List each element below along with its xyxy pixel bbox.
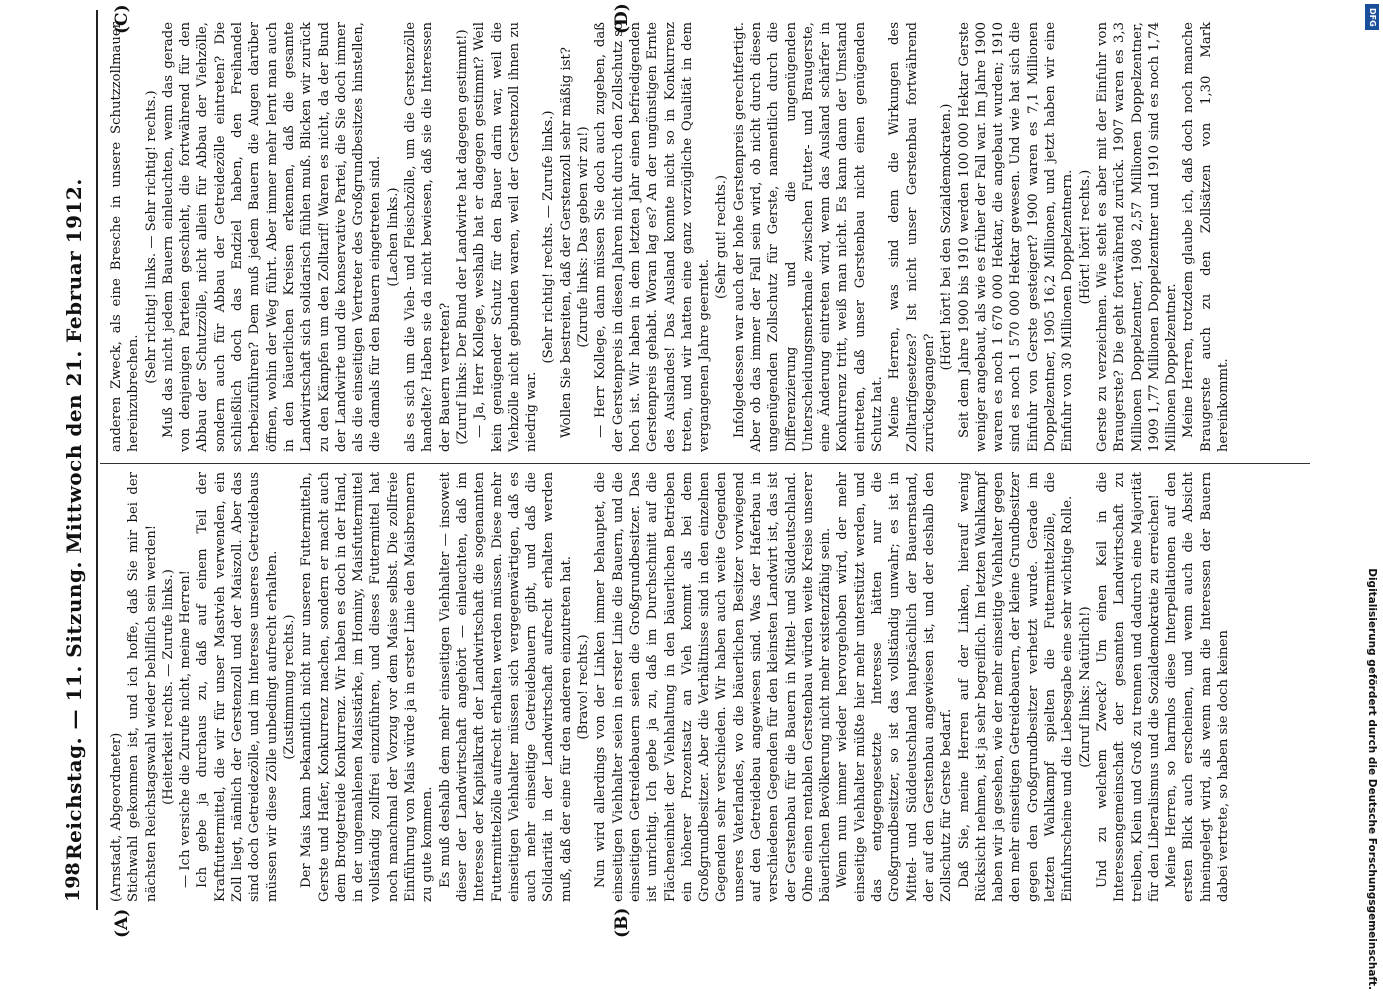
paragraph: (Arnstadt, Abgeordneter) <box>109 732 124 902</box>
paragraph: Gerste zu verzeichnen. Wie steht es aber mit der Einfuhr von Braugerste? Die geht fortwährend zurück. 1907 waren es 3,3 Millionen Doppelzentner, 1908 2,57 Millionen Doppelzentner, 1909 1,77 Millionen Doppelzentner und 1910 sind es noch 1,74 Millionen Doppelzentner. <box>1094 22 1180 452</box>
left-text-column <box>108 472 1231 902</box>
dfg-logo: DFG <box>1365 4 1379 30</box>
paragraph: Es muß deshalb dem mehr einseitigen Viehhalter — insoweit dieser der Landwirtschaft angehört — einleuchten, daß im Interesse der Kapitalkraft der Landwirtschaft die sogenannten Futtermittelzölle aufrecht erhalten werden müssen. Diese mehr einseitigen Viehhalter müssen sich vergegenwärtigen, daß es auch mehr einseitige Getreidebauern gibt, und daß die Solidarität in der Landwirtschaft aufrecht erhalten werden muß, daß der eine für den anderen einzutreten hat. <box>437 472 574 902</box>
paragraph: Der Mais kann bekanntlich nicht nur unseren Futtermitteln, Gerste und Hafer, Konkurrenz machen, sondern er macht auch dem Brotgetreide Konkurrenz. Wir haben es doch in der Hand, in der ungemahlenen Maisstärke, im Hominy, Maisfuttermittel vollständig zollfrei einzuführen, und dieses Futtermittel hat noch manchmal der Vorzug vor dem Maise selbst. Die zollfreie Einführung von Mais würde ja in erster Linie den Maisbrennern zu gute kommen. <box>299 472 436 902</box>
paragraph: Und zu welchem Zweck? Um einen Keil in die Interessengemeinschaft der gesamten Landwirtschaft zu treiben, Klein und Groß zu trennen und dadurch eine Majorität für den Liberalismus und die Sozialdemokratie zu erreichen! <box>1094 472 1162 902</box>
paragraph: als es sich um die Vieh- und Fleischzölle, um die Gerstenzölle handelte? Haben sie da nicht bewiesen, daß sie die Interessen der Bauern vertreten? <box>403 22 453 452</box>
paragraph: Daß Sie, meine Herren auf der Linken, hierauf wenig Rücksicht nehmen, ist ja sehr begreiflich. Im letzten Wahlkampf haben wir ja gesehen, wie der mehr einseitige Viehhalter gegen den mehr einseitigen Getreidebauern, der kleine Grundbesitzer gegen den Großgrundbesitzer verhetzt wurde. Gerade im letzten Wahlkampf spielten die Futtermittelzölle, die Einfuhrscheine und die Liebesgabe eine sehr wichtige Rolle. <box>956 472 1076 902</box>
running-title: Reichstag. — 11. Sitzung. Mittwoch den 21. Februar 1912. <box>62 178 86 860</box>
interjection: (Sehr richtig! links. — Sehr richtig! rechts.) <box>143 90 159 384</box>
paragraph: — Herr Kollege, dann müssen Sie doch auch zugeben, daß der Gerstenpreis in diesen Jahren nicht durch den Zollschutz so hoch ist. Wir haben in dem letzten Jahr einen befriedigenden Gerstenpreis gehabt. Woran lag es? An der ungünstigen Ernte des Auslandes! Das Ausland konnte nicht so in Konkurrenz treten, und wir hatten eine ganz vorzügliche Qualität in dem vergangenen Jahre geerntet. <box>593 22 713 452</box>
paragraph: Meine Herren, so harmlos diese Interpellationen auf den ersten Blick auch erscheinen, und wenn auch die Absicht hineingelegt wird, als wenn man die Interessen der Bauern dabei vertrete, so haben sie doch keinen <box>1164 472 1231 902</box>
interjection: (Zustimmung rechts.) <box>281 614 297 760</box>
digitization-credit-text: Digitalisierung gefördert durch die Deutsche Forschungsgemeinschaft. <box>1366 568 1378 990</box>
interjection: (Zuruf links: Der Bund der Landwirte hat dagegen gestimmt!) <box>454 29 470 445</box>
margin-letter-d: (D) <box>612 3 632 34</box>
paragraph: Meine Herren, trotzdem glaube ich, daß doch noch manche Braugerste auch zu den Zollsätzen von 1,30 Mark hereinkommt. <box>1181 22 1231 452</box>
paragraph: anderen Zweck, als eine Bresche in unsere Schutzzollmauer hereinzubrechen. <box>109 22 142 452</box>
paragraph: Ich gebe ja durchaus zu, daß auf einem Teil der Kraftfuttermittel, die wir für unser Mastvieh verwenden, ein Zoll liegt, nämlich der Gerstenzoll und der Maiszoll. Aber das sind doch Getreidezölle, und im Interesse unseres Getreidebaus müssen wir diese Zölle unbedingt aufrecht erhalten. <box>195 472 280 902</box>
paragraph: Muß das nicht jedem Bauern einleuchten, wenn das gerade von denjenigen Parteien geschieht, die fortwährend für den Abbau der Schutzzölle, nicht allein für Abbau der Viehzölle, sondern auch für Abbau der Getreidezölle eintreten? Die schließlich doch das Endziel haben, den Freihandel herbeizuführen? Dem muß jedem Bauern die Augen darüber öffnen, wohin der Weg führt. Aber immer mehr lernt man auch in den bäuerlichen Kreisen erkennen, daß die gesamte Landwirtschaft sich solidarisch fühlen muß. Blicken wir zurück zu den Kämpfen um den Zolltarif! Waren es nicht, da der Bund der Landwirte und die konservative Partei, die Sie doch immer als die einseitigen Vertreter des Großgrundbesitzes hinstellen, die damals für den Bauern eingetreten sind. <box>160 22 384 452</box>
interjection: (Hört! hört! bei den Sozialdemokraten.) <box>939 103 955 371</box>
paragraph: — Ich versiche die Zurufe nicht, meine Herren! <box>178 570 194 888</box>
paragraph: Wollen Sie bestreiten, daß der Gerstenzoll sehr mäßig ist? <box>558 47 574 438</box>
interjection: (Sehr richtig! rechts. — Zurufe links.) <box>541 110 557 364</box>
interjection: (Zurufe links: Das geben wir zu!) <box>576 126 592 348</box>
right-text-column <box>108 22 1258 452</box>
interjection: (Hört! hört! rechts.) <box>1077 169 1093 305</box>
page-number: 198 <box>62 862 84 902</box>
paragraph: — Ja, Herr Kollege, weshalb hat er dagegen gestimmt? Weil kein genügender Schutz für den Bauer darin war, weil die Viehzölle nicht gebunden waren, weil der Gerstenzoll ihnen zu niedrig war. <box>472 22 540 452</box>
paragraph: Stichwahl gekommen ist, und ich hoffe, daß Sie mir bei der nächsten Reichstagswahl wieder behilflich sein werden! <box>126 472 159 902</box>
page-header <box>52 0 92 1000</box>
margin-letter-b: (B) <box>612 907 632 938</box>
header-rule <box>96 10 98 910</box>
interjection: (Lachen links.) <box>385 187 401 287</box>
paragraph: Nun wird allerdings von der Linken immer behauptet, die einseitigen Viehhalter seien in erster Linie die Bauern, und die einseitigen Getreidebauern seien die Großgrundbesitzer. Das ist unrichtig. Ich gebe ja zu, daß im Durchschnitt auf die Flächeneinheit der Viehhaltung in den bäuerlichen Betrieben ein höherer Prozentsatz an Vieh kommt als bei dem Großgrundbesitzer. Aber die Verhältnisse sind in den einzelnen Gegenden sehr verschieden. Wir haben auch weite Gegenden unseres Vaterlandes, wo die bäuerlichen Besitzer vorwiegend auf den Getreidebau angewiesen sind. Was der Haferbau in verschiedenen Gegenden für den kleinsten Landwirt ist, das ist der Gerstenbau für die Bauern in Mittel- und Süddeutschland. Ohne einen rentablen Gerstenbau würden weite Kreise unserer bäuerlichen Bevölkerung nicht mehr existenzfähig sein. <box>593 472 834 902</box>
interjection: (Bravo! rechts.) <box>576 634 592 740</box>
paragraph: Seit dem Jahre 1900 bis 1910 werden 100 000 Hektar Gerste weniger angebaut, als wie es früher der Fall war. Im Jahre 1900 waren es noch 1 670 000 Hektar, die angebaut wurden; 1910 sind es noch 1 570 000 Hektar gewesen. Und wie hat sich die Einfuhr von Gerste gesteigert? 1900 waren es 7,1 Millionen Doppelzentner, 1905 16,2 Millionen, und jetzt haben wir eine Einfuhr von 30 Millionen Doppelzentnern. <box>956 22 1076 452</box>
interjection: (Sehr gut! rechts.) <box>714 174 730 300</box>
interjection: (Zuruf links: Natürlich!) <box>1077 606 1093 768</box>
margin-letter-c: (C) <box>112 4 132 34</box>
interjection: (Heiterkeit rechts. — Zurufe links.) <box>160 569 176 805</box>
paragraph: Meine Herren, was sind denn die Wirkungen des Zolltarifgesetzes? Ist nicht unser Gerstenbau fortwährend zurückgegangen? <box>887 22 937 452</box>
paragraph: Infolgedessen war auch der hohe Gerstenpreis gerechtfertigt. Aber ob das immer der Fall sein wird, ob nicht durch diesen ungenügenden Zollschutz für Gerste, namentlich durch die Differenzierung und die ungenügenden Unterscheidungsmerkmale zwischen Futter- und Braugerste, eine Änderung eintreten wird, wenn das Ausland schärfer in Konkurrenz tritt, weiß man nicht. Es kann dann der Umstand eintreten, daß unser Gerstenbau nicht einen genügenden Schutz hat. <box>731 22 886 452</box>
paragraph: Wenn nun immer wieder hervorgehoben wird, der mehr einseitige Viehhalter müßte hier mehr unterstützt werden, und das entgegengesetzte Interesse hätten nur die Großgrundbesitzer, so ist das vollständig unwahr; es ist in Mittel- und Süddeutschland hauptsächlich der Bauernstand, der auf den Gerstenbau angewiesen ist, und der deshalb den Zollschutz für Gerste bedarf. <box>835 472 955 902</box>
column-divider <box>100 463 1310 464</box>
digitization-credit <box>1362 10 1380 995</box>
margin-letter-a: (A) <box>112 908 132 938</box>
